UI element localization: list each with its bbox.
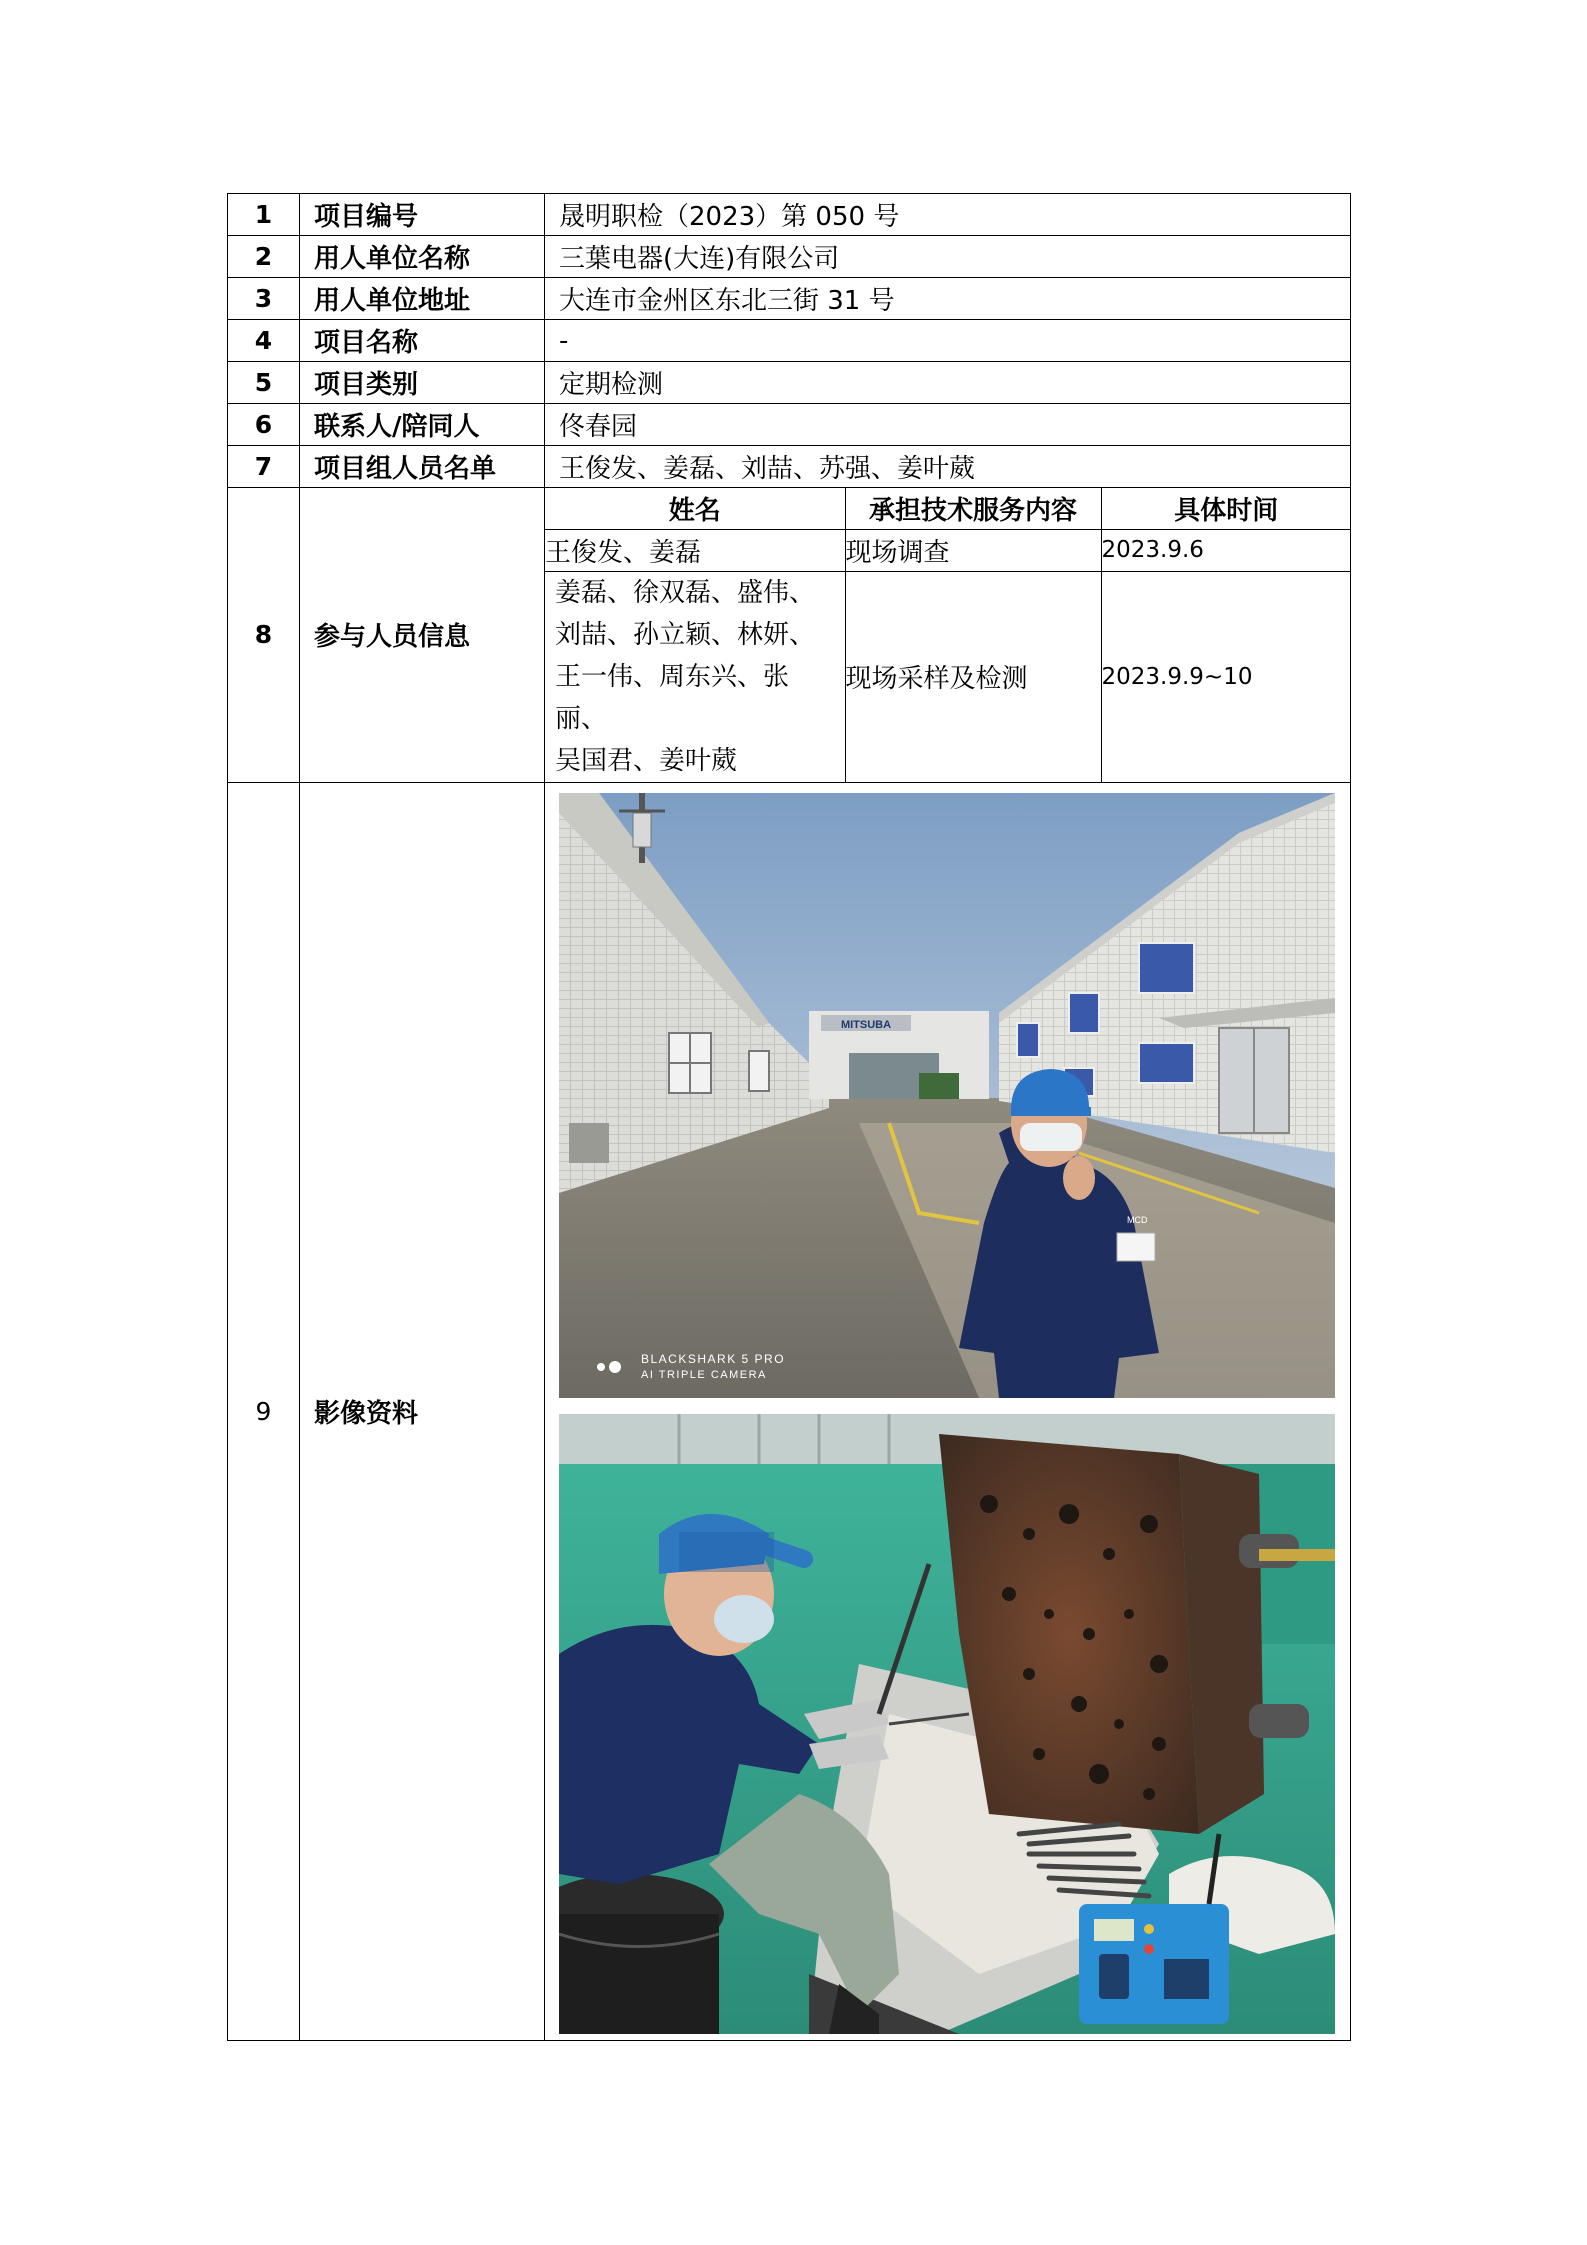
camera-watermark: AI TRIPLE CAMERA	[641, 1368, 767, 1381]
table-row	[228, 320, 1351, 362]
row-label: 项目类别	[300, 362, 545, 404]
factory-courtyard-photo	[559, 793, 1335, 1398]
row-number: 9	[228, 782, 300, 2040]
row-label: 项目编号	[300, 194, 545, 236]
document-page	[227, 193, 1350, 2041]
names-line: 刘喆、孙立颖、林妍、	[555, 619, 816, 650]
workshop-sampling-photo	[559, 1414, 1335, 2034]
row-number: 8	[228, 488, 300, 783]
row-number: 3	[228, 278, 300, 320]
header-time: 具体时间	[1101, 488, 1351, 529]
participant-service: 现场调查	[845, 529, 1101, 571]
row-number: 4	[228, 320, 300, 362]
table-row	[228, 362, 1351, 404]
names-line: 王一伟、周东兴、张丽、	[555, 661, 790, 734]
row-label: 用人单位名称	[300, 236, 545, 278]
row-number: 6	[228, 404, 300, 446]
participants-cell	[545, 488, 1351, 783]
row-label: 影像资料	[300, 782, 545, 2040]
row-number: 5	[228, 362, 300, 404]
participant-names: 王俊发、姜磊	[545, 529, 845, 571]
building-sign: MITSUBA	[840, 1018, 892, 1031]
table-row	[228, 404, 1351, 446]
table-row	[545, 529, 1351, 571]
row-number: 1	[228, 194, 300, 236]
project-info-table	[227, 193, 1351, 2041]
row-label: 用人单位地址	[300, 278, 545, 320]
names-line: 吴国君、姜叶葳	[555, 745, 738, 776]
row-value: 王俊发、姜磊、刘喆、苏强、姜叶葳	[545, 446, 1351, 488]
participants-header	[545, 488, 1351, 529]
row-number: 7	[228, 446, 300, 488]
row-label: 联系人/陪同人	[300, 404, 545, 446]
images-row	[228, 782, 1351, 2040]
shirt-badge: MCD	[1127, 1214, 1148, 1225]
participant-time: 2023.9.6	[1101, 529, 1351, 571]
row-label: 项目组人员名单	[300, 446, 545, 488]
table-row	[228, 236, 1351, 278]
participant-names	[545, 571, 845, 782]
table-row	[545, 571, 1351, 782]
table-row	[228, 194, 1351, 236]
table-row	[228, 278, 1351, 320]
participant-time: 2023.9.9~10	[1101, 571, 1351, 782]
header-name: 姓名	[545, 488, 845, 529]
row-value: 三葉电器(大连)有限公司	[545, 236, 1351, 278]
row-value: 晟明职检（2023）第 050 号	[545, 194, 1351, 236]
row-label: 项目名称	[300, 320, 545, 362]
participant-service: 现场采样及检测	[845, 571, 1101, 782]
participants-table	[545, 488, 1351, 782]
table-row	[228, 446, 1351, 488]
row-label: 参与人员信息	[300, 488, 545, 783]
row-value: 定期检测	[545, 362, 1351, 404]
row-value: 大连市金州区东北三街 31 号	[545, 278, 1351, 320]
photos-cell	[545, 782, 1351, 2040]
participants-row	[228, 488, 1351, 783]
row-value: 佟春园	[545, 404, 1351, 446]
header-service: 承担技术服务内容	[845, 488, 1101, 529]
row-number: 2	[228, 236, 300, 278]
names-line: 姜磊、徐双磊、盛伟、	[555, 577, 816, 608]
camera-watermark: BLACKSHARK 5 PRO	[641, 1351, 786, 1366]
row-value: -	[545, 320, 1351, 362]
